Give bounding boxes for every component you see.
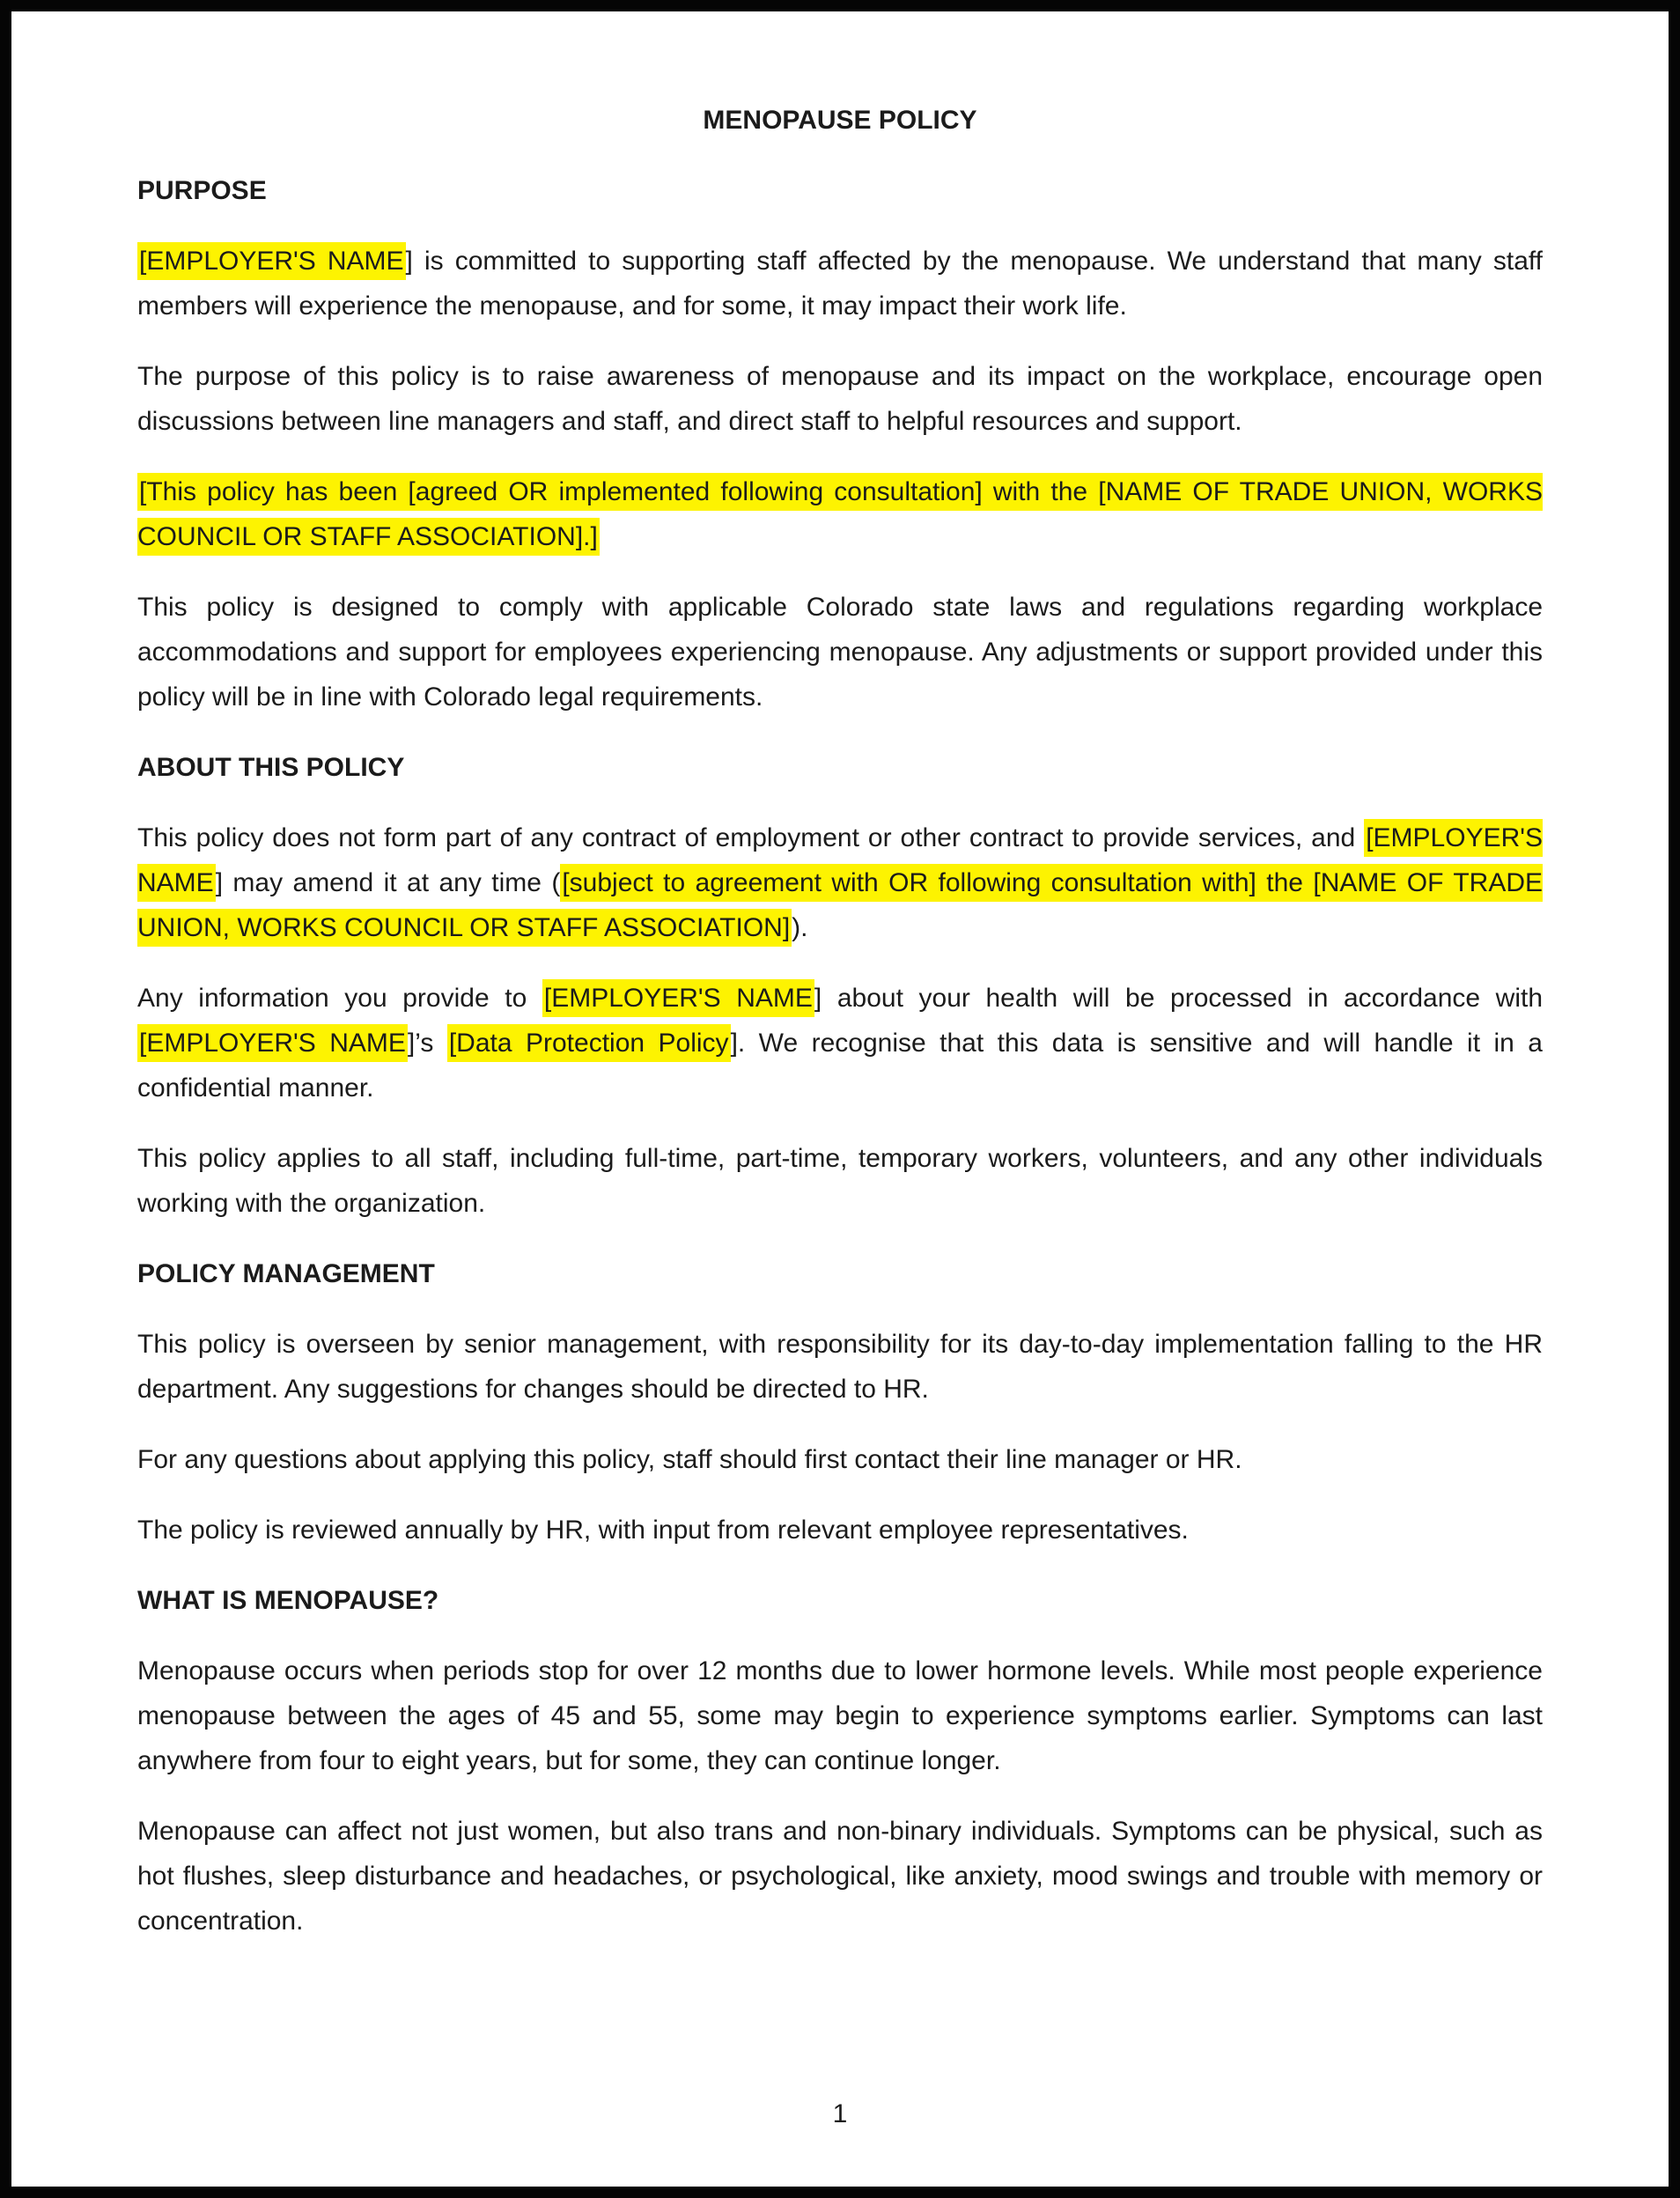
document-title: MENOPAUSE POLICY	[703, 106, 977, 135]
text-run: WHAT IS MENOPAUSE?	[137, 1586, 439, 1615]
section-heading	[137, 745, 1543, 790]
paragraph	[137, 1508, 1543, 1553]
page-number: 1	[832, 2099, 848, 2128]
text-run: This policy does not form part of any contract of employment or other contract to provide services, and	[137, 823, 1365, 852]
paragraph	[137, 1437, 1543, 1482]
highlighted-text: [EMPLOYER'S NAME	[137, 242, 406, 280]
text-run: Menopause occurs when periods stop for over 12 months due to lower hormone levels. While most people experience menopause between the ages of 45 and 55, some may begin to experience symptoms earlier. Symptoms can last anywhere from four to eight years, but for some, they can continue longer.	[137, 1656, 1543, 1775]
text-run: The purpose of this policy is to raise awareness of menopause and its impact on the workplace, encourage open discussions between line managers and staff, and direct staff to helpful resources and support.	[137, 362, 1543, 436]
text-run: This policy is overseen by senior management, with responsibility for its day-to-day implementation falling to the HR department. Any suggestions for changes should be directed to HR.	[137, 1330, 1543, 1404]
highlighted-text: [EMPLOYER'S NAME	[542, 979, 814, 1017]
text-run: ).	[792, 913, 808, 942]
paragraph	[137, 239, 1543, 328]
text-run: The policy is reviewed annually by HR, with input from relevant employee representatives.	[137, 1516, 1189, 1545]
paragraph	[137, 1809, 1543, 1944]
text-run: POLICY MANAGEMENT	[137, 1259, 435, 1288]
paragraph	[137, 1322, 1543, 1412]
paragraph	[137, 585, 1543, 719]
text-run: For any questions about applying this policy, staff should first contact their line manager or HR.	[137, 1445, 1242, 1474]
text-run: ]. We recognise that this data is sensitive and will handle it in a confidential manner.	[137, 1029, 1543, 1103]
section-heading	[137, 168, 1543, 213]
text-run: ABOUT THIS POLICY	[137, 753, 405, 782]
text-run: ] is committed to supporting staff affected by the menopause. We understand that many staff members will experience the menopause, and for some, it may impact their work life.	[137, 247, 1544, 321]
document-sections	[137, 168, 1543, 1944]
highlighted-text: [EMPLOYER'S NAME	[137, 1024, 408, 1062]
section-heading	[137, 1578, 1543, 1623]
text-run: ]’s	[407, 1029, 447, 1058]
document-content	[137, 98, 1543, 1969]
paragraph	[137, 976, 1543, 1110]
paragraph	[137, 354, 1543, 444]
paragraph	[137, 1136, 1543, 1226]
text-run: This policy applies to all staff, including full-time, part-time, temporary workers, volunteers, and any other individuals working with the organization.	[137, 1144, 1543, 1218]
text-run: Menopause can affect not just women, but also trans and non-binary individuals. Symptoms can be physical, such as hot flushes, sleep disturbance and headaches, or psychological, like anxiety, mood swings and trouble with memory or concentration.	[137, 1817, 1543, 1936]
text-run: ] about your health will be processed in accordance with	[814, 984, 1544, 1013]
text-run: This policy is designed to comply with applicable Colorado state laws and regulations regarding workplace accommodations and support for employees experiencing menopause. Any adjustments or support provided under this policy will be in line with Colorado legal requirements.	[137, 593, 1543, 712]
text-run: ] may amend it at any time (	[215, 868, 561, 897]
highlighted-text: [Data Protection Policy	[447, 1024, 731, 1062]
paragraph	[137, 1648, 1543, 1783]
section-heading	[137, 1251, 1543, 1296]
paragraph	[137, 469, 1543, 559]
highlighted-text: [This policy has been [agreed OR implemented following consultation] with the [NAME OF TRADE UNION, WORKS COUNCIL OR STAFF ASSOCIATION].]	[137, 473, 1543, 556]
text-run: Any information you provide to	[137, 984, 542, 1013]
paragraph	[137, 815, 1543, 950]
text-run: PURPOSE	[137, 176, 267, 205]
highlighted-text: [subject to agreement with OR following consultation with] the [NAME OF TRADE UNION, WORKS COUNCIL OR STAFF ASSOCIATION]	[137, 864, 1543, 947]
highlighted-text: [EMPLOYER'S NAME	[137, 819, 1543, 902]
